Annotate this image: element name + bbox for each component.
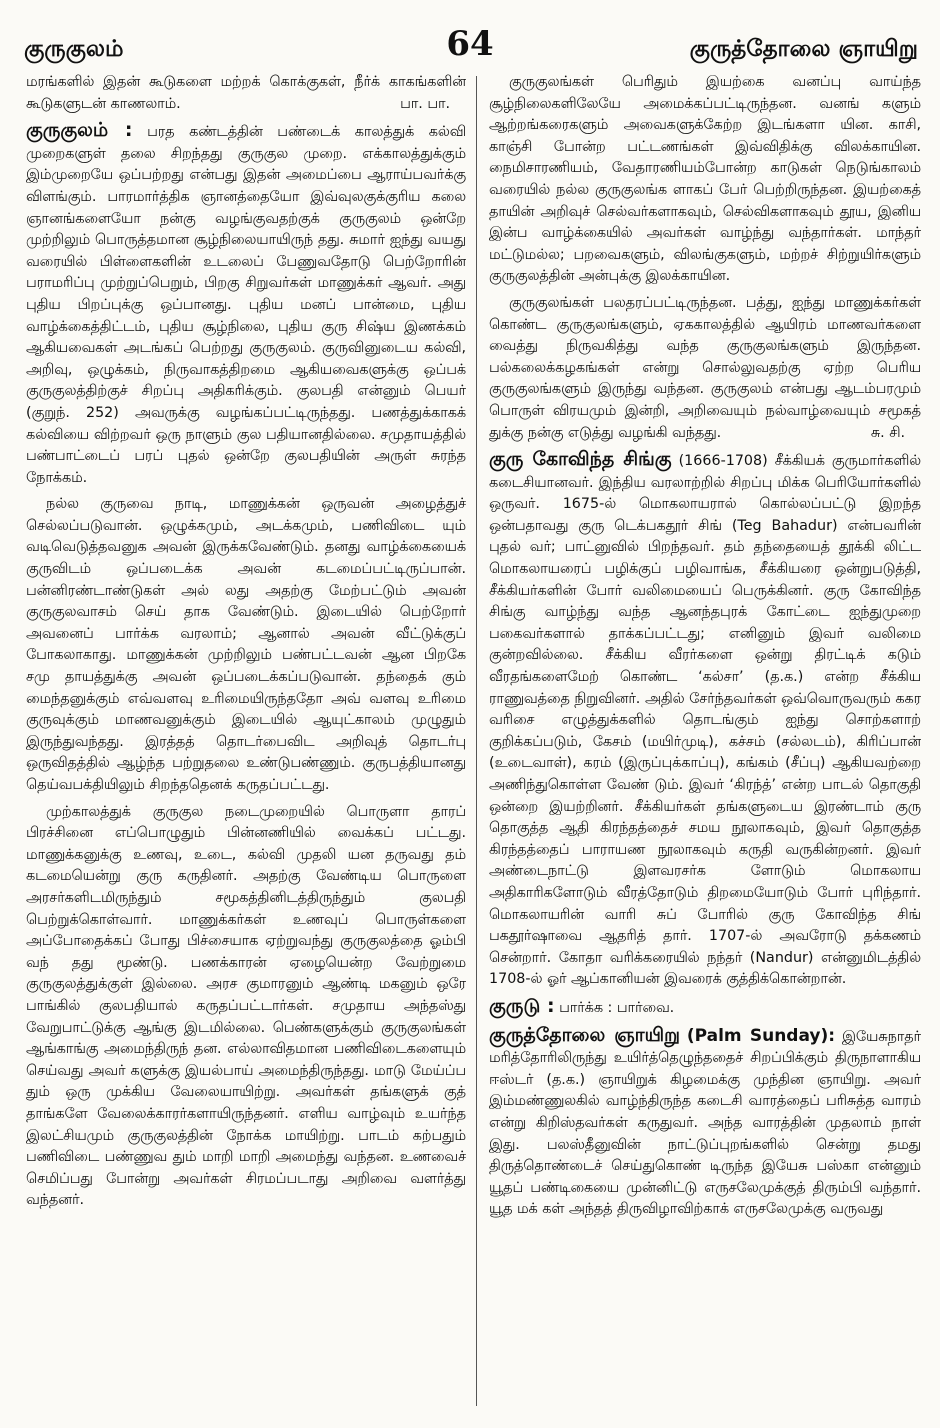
entry-headword: குருடு : [489, 994, 555, 1017]
author-initials: சு. சி. [870, 424, 905, 441]
paragraph-text: குருகுலங்கள் பலதரப்பட்டிருந்தன. பத்து, ஐந்து மாணுக்கர்கள் கொண்ட குருகுலங்களும், ஏககாலத்தில் ஆயிரம் மாணவர்களை வைத்து நிருவகித்து வந்த குருகுலங்களும் இருந்தன. பல்கலைக்கழகங்கள் என்று சொல்லுவதற்கு ஏற்ற பெரிய குருகுலங்களும் இருந்து வந்தன. குருகுலம் என்பது ஆடம்பரமும் பொருள் விரயமும் இன்றி, அறிவையும் நல்வாழ்வையும் சமூகத் துக்கு நன்கு எடுத்து வழங்கி வந்தது. [489, 294, 921, 441]
entry-gurukulam [26, 120, 466, 489]
column-divider [476, 76, 477, 1406]
entry-headword: குருத்தோலை ஞாயிறு [489, 1023, 680, 1046]
entry-text: பரத கண்டத்தின் பண்டைக் காலத்துக் கல்வி முறைகளுள் தலை சிறந்தது குருகுல முறை. எக்காலத்துக்கும் இம்முறையே ஒப்பற்றது என்பது இதன் அமைப்பை ஆராய்பவர்க்கு விளங்கும். பாரமார்த்திக ஞானத்தையோ இவ்வுலகுக்குரிய கலை ஞானங்களையோ நன்கு வழங்குவதற்குக் குருகுலம் ஒன்றே முற்றிலும் பொருத்தமான சூழ்நிலையாயிருந் தது. சுமார் ஐந்து வயது வரையில் பிள்ளைகளின் உடலைப் பேணுவதோடு பெற்றோரின் பராமரிப்பு முற்றுப்பெறும், பிறகு சிறுவர்கள் மாணுக்கர் ஆவர். அது புதிய பிறப்புக்கு ஒப்பானது. புதிய மனப் பான்மை, புதிய வாழ்க்கைத்திட்டம், புதிய சூழ்நிலை, புதிய குரு சிஷ்ய இணக்கம் ஆகியவைகள் அடங்கப் பெற்றது குருகுலம். குருவினுடைய கல்வி, அறிவு, ஒழுக்கம், நிருவாகத்திறமை ஆகியவைகளுக்கு ஒப்பக் குருகுலத்திற்குச் சிறப்பு அதிகரிக்கும். குலபதி என்னும் பெயர் (குறுந். 252) அவருக்கு வழங்கப்பட்டிருந்தது. பணத்துக்காகக் கல்வியை விற்றவர் ஒரு நாளும் குல பதியானதில்லை. சமுதாயத்தில் பண்பாட்டைப் பரப் புதல் ஒன்றே குலபதியின் அருள் சுரந்த நோக்கம். [26, 124, 466, 486]
cross-reference: பார்க்க : பார்வை. [559, 999, 675, 1016]
paragraph [489, 293, 921, 444]
entry-text: (1666-1708) சீக்கியக் குருமார்களில் கடைசியானவர். இந்திய வரலாற்றில் சிறப்பு மிக்க பெரியோர்களில் ஒருவர். 1675-ல் மொகலாயரால் கொல்லப்பட்டு இறந்த ஒன்பதாவது குரு டெக்பகதூர் சிங் (Teg Bahadur) என்பவரின் புதல் வர்; பாட்னுவில் பிறந்தவர். தம் தந்தையைத் தூக்கி லிட்ட மொகலாயரைப் பழிக்குப் பழிவாங்க, சீக்கியரை ஒன்றுபடுத்தி, சீக்கியர்களின் போர் வலிமையைப் பெருக்கினர். குரு கோவிந்த சிங்கு வாழ்ந்து வந்த ஆனந்தபுரக் கோட்டை ஐந்துமுறை பகைவர்களால் தாக்கப்பட்டது; எனினும் இவர் வலிமை குன்றவில்லை. சீக்கிய வீரர்களை ஒன்று திரட்டிக் கடும் வீரதங்களைமேற் கொண்ட ‘கல்சா’ (த.க.) என்ற சீக்கிய ராணுவத்தை நிறுவினர். அதில் சேர்ந்தவர்கள் ஒவ்வொருவரும் ககர வரிசை எழுத்துக்களில் தொடங்கும் ஐந்து சொற்களாற் குறிக்கப்படும், கேசம் (மயிர்முடி), கச்சம் (சல்லடம்), கிரிப்பான் (உடைவாள்), கரம் (இருப்புக்காப்பு), கங்கம் (சீப்பு) ஆகியவற்றை அணிந்துகொள்ள வேண் டும். இவர் ‘கிரந்த்’ என்ற பாடல் தொகுதி ஒன்றை இயற்றினர். சீக்கியர்கள் தங்களுடைய இரண்டாம் குரு தொகுத்த ஆதி கிரந்தத்தைச் சமய நூலாகவும், இவர் தொகுத்த கிரந்தத்தைப் பாராயண நூலாகவும் கருதி வருகின்றனர். இவர் அண்டைநாட்டு இளவரசர்க ளோடும் மொகலாய அதிகாரிகளோடும் வீரத்தோடும் திறமையோடும் போர் புரிந்தார். மொகலாயரின் வாரி சுப் போரில் குரு கோவிந்த சிங் பகதூர்ஷாவை ஆதரித் தார். 1707-ல் அவரோடு தக்கணம் சென்றார். கோதா வரிக்கரையில் நந்தர் (Nandur) என்னுமிடத்தில் 1708-ல் ஓர் ஆப்கானியன் இவரைக் குத்திக்கொன்றான். [489, 453, 921, 988]
paragraph: குருகுலங்கள் பெரிதும் இயற்கை வனப்பு வாய்ந்த சூழ்நிலைகளிலேயே அமைக்கப்பட்டிருந்தன. வனங் களும் ஆற்றங்கரைகளும் அவைகளுக்கேற்ற இடங்களா யின. காசி, காஞ்சி போன்ற பட்டணங்கள் இவ்விதிக்கு விலக்காயின. நைமிசாரணியம், வேதாரணியம்போன்ற காடுகள் நெடுங்காலம் வரையில் நல்ல குருகுலங்க ளாகப் பேர் பெற்றிருந்தன. இயற்கைத் தாயின் அறிவுச் செல்வர்களாகவும், செல்விகளாகவும் தூய, இனிய இன்ப வாழ்க்கையில் அவர்கள் வாழ்ந்து வந்தார்கள். மாந்தர் மட்டுமல்ல; பறவைகளும், விலங்குகளும், மற்றச் சிற்றுயிர்களும் குருகுலத்தின் அன்புக்கு இலக்காயின. [489, 74, 921, 285]
continued-text: மரங்களில் இதன் கூடுகளை மற்றக் கொக்குகள், நீர்க் காகங்களின் கூடுகளுடன் காணலாம். [26, 74, 466, 112]
left-column [26, 72, 466, 1417]
entry-headword: குரு கோவிந்த சிங்கு [489, 448, 672, 471]
right-column [489, 72, 921, 1417]
header-right-guide-word: குருத்தோலை ஞாயிறு [689, 36, 918, 62]
paragraph: நல்ல குருவை நாடி, மாணுக்கன் ஒருவன் அழைத்துச் செல்லப்படுவான். ஒழுக்கமும், அடக்கமும், பணிவிடை யும் வடிவெடுத்தவனுக அவன் இருக்கவேண்டும். தனது வாழ்க்கையைக் குருவிடம் ஒப்படைக்க அவன் கடமைப்பட்டிருப்பான். பன்னிரண்டாண்டுகள் அல் லது அதற்கு மேற்பட்டும் அவன் குருகுலவாசம் செய் தாக வேண்டும். இடையில் பெற்றோர் அவனைப் பார்க்க வரலாம்; ஆனால் அவன் வீட்டுக்குப் போகலாகாது. மாணுக்கன் முற்றிலும் பண்பட்டவன் ஆன பிறகே சமு தாயத்துக்கு அவன் ஒப்படைக்கப்படுவான். தந்தைக் கும் மைந்தனுக்கும் எவ்வளவு உரிமையிருந்ததோ அவ் வளவு உரிமை குருவுக்கும் மாணவனுக்கும் இடையில் ஆயுட்காலம் முழுதும் இருந்துவந்தது. இரத்தத் தொடர்பைவிட அறிவுத் தொடர்பு ஒருவிதத்தில் ஆழ்ந்த பற்றுதலை உண்டுபண்ணும். குருபத்தியானது தெய்வபக்தியிலும் சிறந்ததெனக் கருதப்பட்டது. [26, 496, 466, 793]
header-left-guide-word: குருகுலம் [24, 36, 124, 62]
page-number: 64 [446, 24, 494, 64]
entry-english-term: (Palm Sunday): [686, 1025, 836, 1046]
page-header [0, 18, 940, 78]
entry-guru-gobind-singh [489, 449, 921, 991]
entry-headword: குருகுலம் : [26, 119, 133, 142]
entry-text: இயேசுநாதர் மரித்தோரிலிருந்து உயிர்த்தெழுந்ததைச் சிறப்பிக்கும் திருநாளாகிய ஈஸ்டர் (த.க.) ஞாயிறுக் கிழமைக்கு முந்தின ஞாயிறு. அவர் இம்மண்ணுலகில் வாழ்ந்திருந்த கடைசி வாரத்தைப் பரிசுத்த வாரம் என்று கிறிஸ்தவர்கள் கருதுவர். அந்த வாரத்தின் முதலாம் நாள் இது. பலஸ்தீனுவின் நாட்டுப்புறங்களில் சென்று தமது திருத்தொண்டைச் செய்துகொண் டிருந்த இயேசு பஸ்கா என்னும் யூதப் பண்டிகையை முன்னிட்டு எருசலேமுக்குத் திரும்பி வந்தார். யூத மக் கள் அந்தத் திருவிழாவிற்காக் எருசலேமுக்கு வருவது [489, 1028, 921, 1218]
continued-paragraph [26, 72, 466, 115]
entry-palm-sunday [489, 1025, 921, 1221]
author-initials: பா. பா. [400, 95, 450, 112]
paragraph: முற்காலத்துக் குருகுல நடைமுறையில் பொருளா தாரப் பிரச்சினை எப்பொழுதும் பின்னணியில் வைக்கப் பட்டது. மாணுக்கனுக்கு உணவு, உடை, கல்வி முதலி யன தருவது தம் கடமையென்று குரு கருதினர். அதற்கு வேண்டிய பொருளை அரசர்களிடமிருந்தும் சமூகத்தினிடத்திருந்தும் குலபதி பெற்றுக்கொள்வார். மாணுக்கர்கள் உணவுப் பொருள்களை அப்போதைக்கப் போது பிச்சையாக ஏற்றுவந்து குருகுலத்தை ஓம்பி வந் தது மூண்டு. பணக்காரன் ஏழையென்ற வேற்றுமை குருகுலத்துக்குள் இல்லை. அரச குமாரனும் ஆண்டி மகனும் ஒரே பாங்கில் குலபதியால் கருதப்பட்டார்கள். சமுதாய அந்தஸ்து வேறுபாட்டுக்கு ஆங்கு இடமில்லை. பெண்களுக்கும் குருகுலங்கள் ஆங்காங்கு அமைந்திருந் தன. எல்லாவிதமான பணிவிடைகளையும் செய்வது அவர் களுக்கு இயல்பாய் அமைந்திருந்தது. மாடு மேய்ப்ப தும் ஒரு முக்கிய வேலையாயிற்று. அவர்கள் தங்களுக் குத் தாங்களே வேலைக்காரர்களாயிருந்தனர். எளிய வாழ்வும் உயர்ந்த இலட்சியமும் குருகுலத்தின் நோக்க மாயிற்று. பாடம் கற்பதும் பணிவிடை பண்ணுவ தும் மாறி மாறி அமைந்து வந்தன. உணவைச் செமிப்பது போன்று அவர்கள் சிரமப்படாது அறிவை வளர்த்து வந்தனர். [26, 803, 466, 1209]
entry-kurudu [489, 996, 921, 1020]
